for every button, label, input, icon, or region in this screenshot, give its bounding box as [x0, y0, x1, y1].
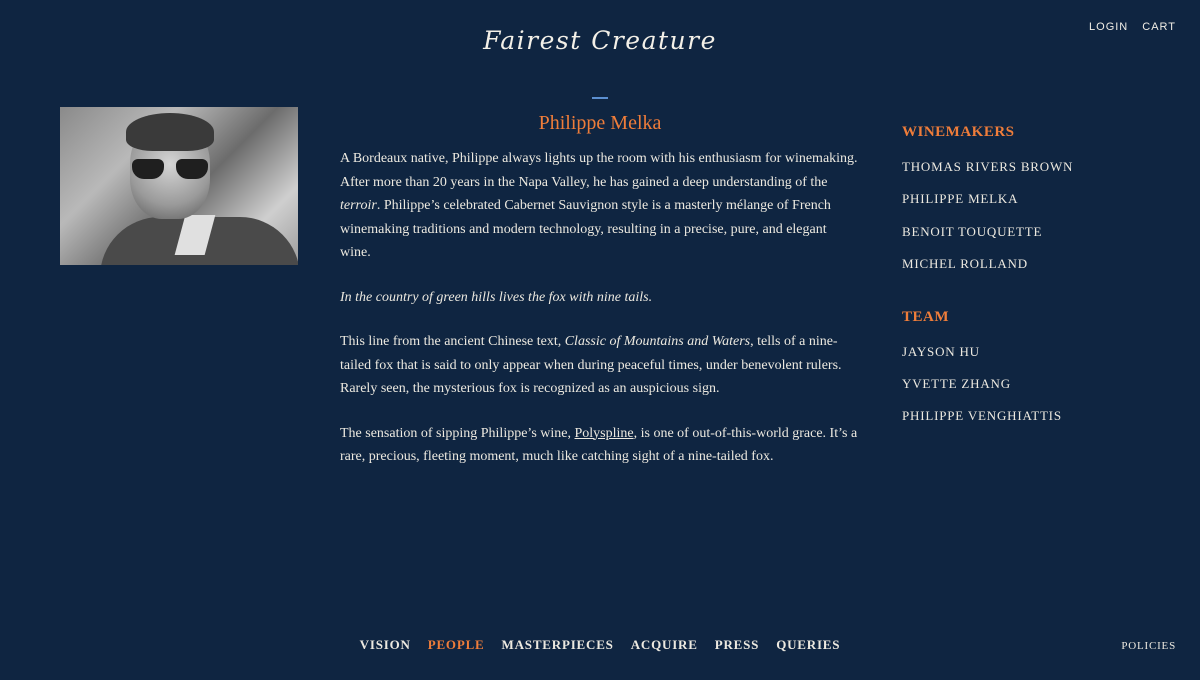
nav-queries[interactable]: QUERIES	[776, 637, 841, 652]
photo-hair	[126, 113, 214, 151]
profile-paragraph-3	[340, 330, 860, 401]
team-list	[902, 336, 1162, 433]
profile-paragraph-2	[340, 286, 860, 310]
sidebar-item-philippe-venghiattis[interactable]: PHILIPPE VENGHIATTIS	[902, 408, 1062, 424]
profile-name: Philippe Melka	[538, 112, 662, 134]
people-sidebar	[902, 124, 1162, 461]
team-heading: TEAM	[902, 308, 949, 325]
nav-masterpieces[interactable]: MASTERPIECES	[501, 637, 614, 652]
p3-text-a: This line from the ancient Chinese text,	[340, 334, 565, 349]
photo-sunglasses	[132, 159, 208, 179]
cart-link[interactable]: CART	[1142, 21, 1176, 33]
nav-people[interactable]: PEOPLE	[427, 637, 485, 652]
nav-vision[interactable]: VISION	[359, 637, 411, 652]
login-link[interactable]: LOGIN	[1089, 21, 1129, 33]
winemakers-list	[902, 151, 1162, 281]
utility-nav	[1089, 21, 1176, 33]
portrait-photo	[60, 107, 298, 265]
p1-text-b: . Philippe’s celebrated Cabernet Sauvignon style is a masterly mélange of French winemaking traditions and modern technology, resulting in a precise, pure, and elegant wine.	[340, 198, 831, 260]
nav-acquire[interactable]: ACQUIRE	[630, 637, 698, 652]
sidebar-item-michel-rolland[interactable]: MICHEL ROLLAND	[902, 256, 1028, 272]
p3-text-b: , tells of a nine-tailed fox that is said to only appear when during peaceful times, under benevolent rulers. Rarely seen, the mysterious fox is recognized as an auspicious sign.	[340, 334, 842, 396]
sidebar-item-yvette-zhang[interactable]: YVETTE ZHANG	[902, 376, 1011, 392]
p4-text-b: , is one of out-of-this-world grace. It’s a rare, precious, fleeting moment, much like catching sight of a nine-tailed fox.	[340, 425, 858, 464]
p3-emphasis: Classic of Mountains and Waters	[564, 334, 751, 349]
winemakers-heading: WINEMAKERS	[902, 124, 1015, 140]
polyspline-link[interactable]: Polyspline	[574, 425, 634, 441]
p1-text-a: A Bordeaux native, Philippe always lights up the room with his enthusiasm for winemaking. After more than 20 years in the Napa Valley, he has gained a deep understanding of the	[340, 151, 858, 190]
profile-paragraph-4	[340, 422, 860, 469]
p2-quote: In the country of green hills lives the fox with nine tails.	[340, 289, 653, 305]
sidebar-item-philippe-melka[interactable]: PHILIPPE MELKA	[902, 191, 1019, 207]
profile-paragraph-1	[340, 147, 860, 265]
site-logo[interactable]: Fairest Creature	[483, 26, 717, 55]
title-divider	[592, 97, 608, 99]
sidebar-item-thomas-rivers-brown[interactable]: THOMAS RIVERS BROWN	[902, 159, 1074, 174]
sidebar-item-jayson-hu[interactable]: JAYSON HU	[902, 343, 980, 359]
nav-press[interactable]: PRESS	[714, 637, 760, 652]
footer-nav	[0, 637, 1200, 653]
p1-emphasis: terroir	[340, 198, 377, 213]
profile-content	[340, 112, 860, 490]
p4-text-a: The sensation of sipping Philippe’s wine,	[340, 425, 575, 441]
sidebar-item-benoit-touquette[interactable]: BENOIT TOUQUETTE	[902, 223, 1043, 239]
policies-link[interactable]: POLICIES	[1121, 640, 1176, 652]
